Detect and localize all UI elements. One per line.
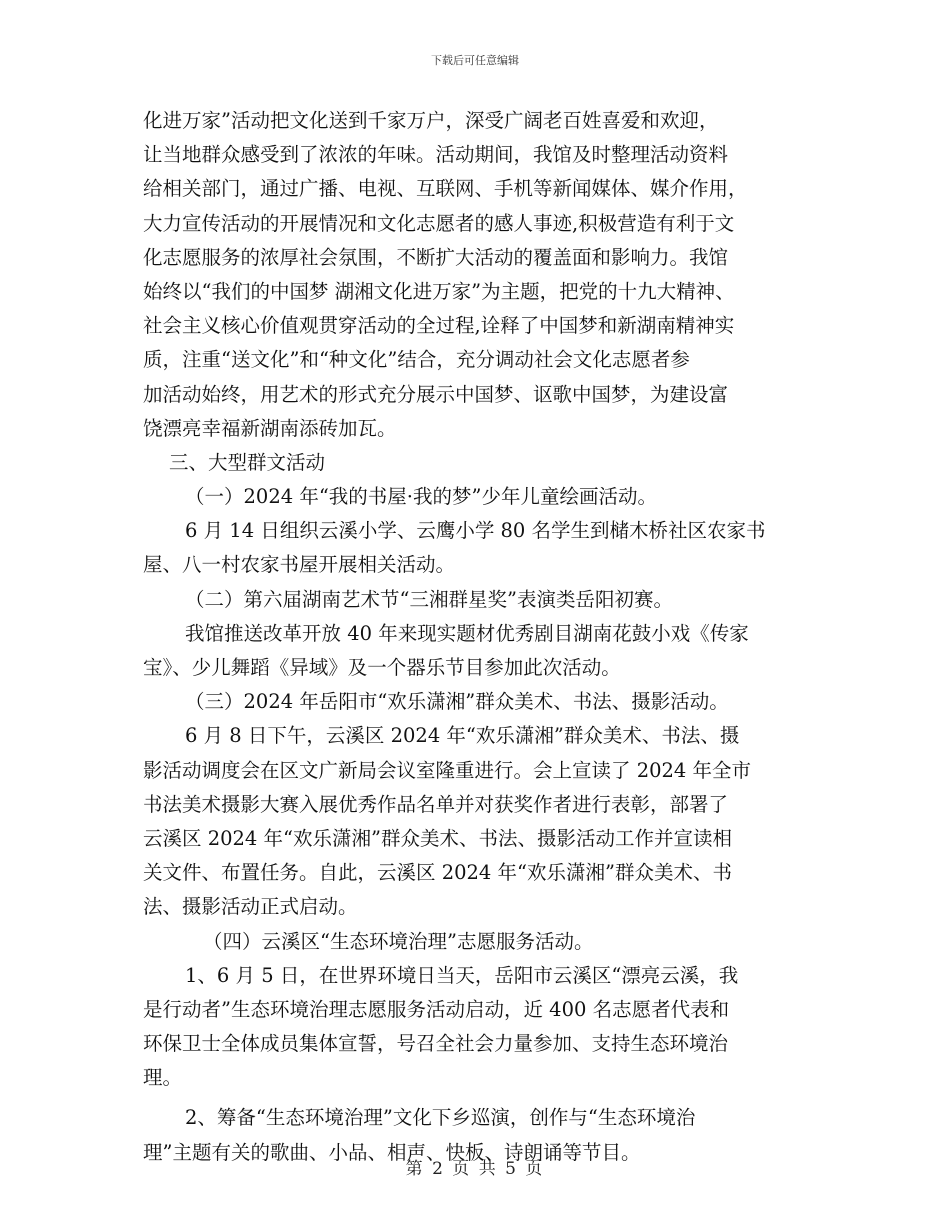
text-line: 给相关部门，通过广播、电视、互联网、手机等新闻媒体、媒介作用， [143, 177, 748, 201]
text-line: 法、摄影活动正式启动。 [143, 895, 358, 919]
text-line: 屋、八一村农家书屋开展相关活动。 [143, 553, 456, 577]
text-line: 影活动调度会在区文广新局会议室隆重进行。会上宣读了 2024 年全市 [143, 758, 752, 782]
text-line: 云溪区 2024 年“欢乐潇湘”群众美术、书法、摄影活动工作并宣读相 [143, 826, 732, 850]
text-line: 质，注重“送文化”和“种文化”结合，充分调动社会文化志愿者参 [143, 348, 690, 372]
text-line: 1、6 月 5 日，在世界环境日当天，岳阳市云溪区“漂亮云溪，我 [185, 963, 739, 987]
text-line: 我馆推送改革开放 40 年来现实题材优秀剧目湖南花鼓小戏《传家 [185, 621, 749, 645]
text-line: 加活动始终，用艺术的形式充分展示中国梦、讴歌中国梦，为建设富 [143, 382, 729, 406]
text-line: 理。 [143, 1066, 183, 1090]
text-line: 化志愿服务的浓厚社会氛围，不断扩大活动的覆盖面和影响力。我馆 [143, 245, 729, 269]
subsection-heading: （四）云溪区“生态环境治理”志愿服务活动。 [203, 929, 594, 953]
page-number-footer: 第 2 页 共 5 页 [405, 1159, 545, 1179]
text-line: 宝》、少儿舞蹈《异域》及一个器乐节目参加此次活动。 [143, 656, 621, 679]
text-line: 关文件、布置任务。自此，云溪区 2024 年“欢乐潇湘”群众美术、书 [143, 861, 732, 885]
text-line: 始终以“我们的中国梦 湖湘文化进万家”为主题，把党的十九大精神、 [143, 279, 735, 303]
text-line: 理”主题有关的歌曲、小品、相声、快板、诗朗诵等节目。 [143, 1140, 641, 1164]
text-line: 化进万家”活动把文化送到千家万户，深受广阔老百姓喜爱和欢迎， [143, 109, 719, 132]
document-body [143, 104, 823, 1170]
text-line: 2、筹备“生态环境治理”文化下乡巡演，创作与“生态环境治 [185, 1106, 696, 1130]
subsection-heading: （三）2024 年岳阳市“欢乐潇湘”群众美术、书法、摄影活动。 [185, 690, 729, 714]
text-line: 书法美术摄影大赛入展优秀作品名单并对获奖作者进行表彰，部署了 [143, 792, 729, 816]
section-heading: 三、大型群文活动 [169, 450, 326, 474]
text-line: 是行动者”生态环境治理志愿服务活动启动，近 400 名志愿者代表和 [143, 997, 730, 1021]
text-line: 大力宣传活动的开展情况和文化志愿者的感人事迹,积极营造有利于文 [143, 211, 735, 235]
text-line: 6 月 14 日组织云溪小学、云鹰小学 80 名学生到槠木桥社区农家书 [185, 519, 766, 543]
subsection-heading: （二）第六届湖南艺术节“三湘群星奖”表演类岳阳初赛。 [185, 587, 673, 611]
subsection-heading: （一）2024 年“我的书屋·我的梦”少年儿童绘画活动。 [185, 485, 657, 509]
page-header-note: 下载后可任意编辑 [431, 54, 519, 67]
text-line: 让当地群众感受到了浓浓的年味。活动期间，我馆及时整理活动资料 [143, 143, 729, 167]
text-line: 6 月 8 日下午，云溪区 2024 年“欢乐潇湘”群众美术、书法、摄 [185, 724, 740, 748]
text-line: 社会主义核心价值观贯穿活动的全过程,诠释了中国梦和新湖南精神实 [143, 314, 735, 338]
text-line: 环保卫士全体成员集体宣誓，号召全社会力量参加、支持生态环境治 [143, 1032, 729, 1056]
text-line: 饶漂亮幸福新湖南添砖加瓦。 [143, 416, 397, 440]
